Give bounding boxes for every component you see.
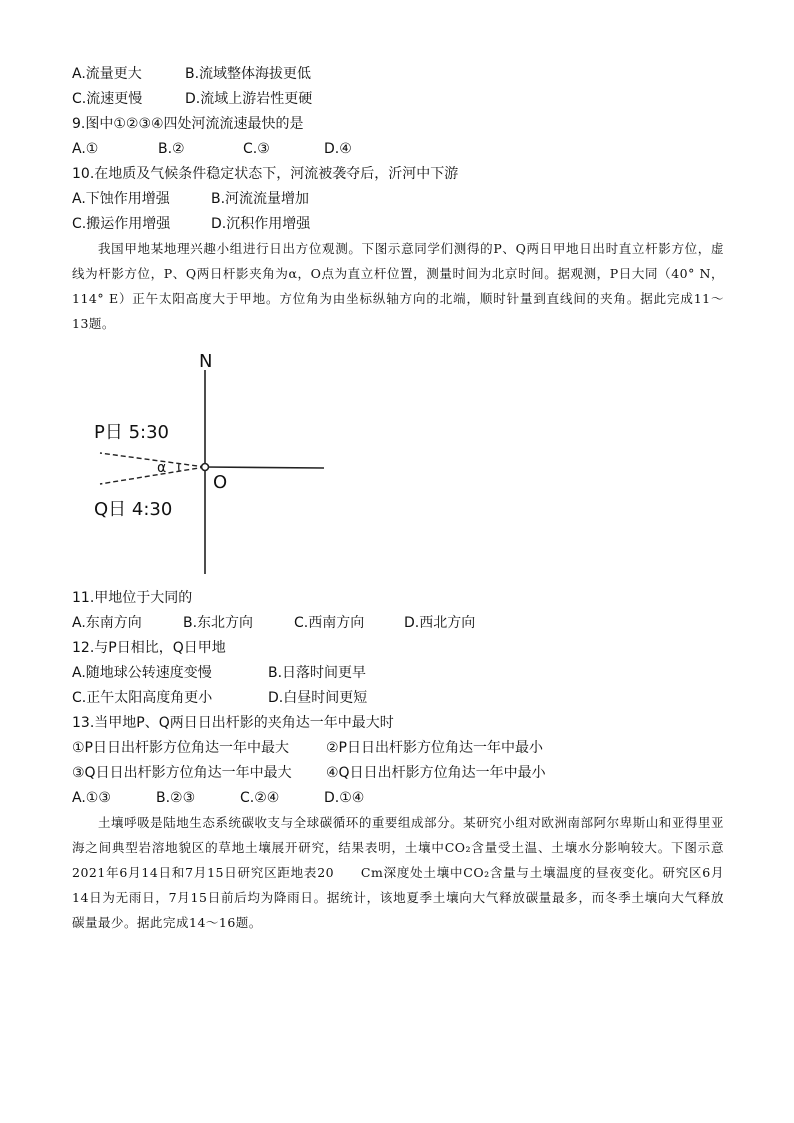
p-day-shadow-line <box>100 453 205 467</box>
q8-option-a[interactable]: A.流量更大 <box>72 66 142 82</box>
passage-2-text: 土壤呼吸是陆地生态系统碳收支与全球碳循环的重要组成部分。某研究小组对欧洲南部阿尔卑斯山和亚得里亚海之间典型岩溶地貌区的草地土壤展开研究，结果表明，土壤中CO₂含量受土温、土壤水分影响较大。下图示意2021年6月14日和7月15日研究区距地表20 Cm深度处土壤中CO₂含量与土壤温度的昼夜变化。研究区6月14日为无雨日，7月15日前后均为降雨日。据统计，该地夏季土壤向大气释放碳量最多，而冬季土壤向大气释放碳量最少。据此完成14～16题。 <box>72 815 724 930</box>
pole-point <box>202 464 209 471</box>
q11-option-c[interactable]: C.西南方向 <box>294 615 365 631</box>
q9-option-b[interactable]: B.② <box>158 141 185 157</box>
q10-stem: 10.在地质及气候条件稳定状态下，河流被袭夺后，沂河中下游 <box>72 166 459 182</box>
q8-option-c[interactable]: C.流速更慢 <box>72 91 143 107</box>
q12-option-c[interactable]: C.正午太阳高度角更小 <box>72 690 213 706</box>
passage-1-text: 我国甲地某地理兴趣小组进行日出方位观测。下图示意同学们测得的P、Q两日甲地日出时直立杆影方位，虚线为杆影方位，P、Q两日杆影夹角为α，O点为直立杆位置，测量时间为北京时间。据观测，P日大同（40° N，114° E）正午太阳高度大于甲地。方位角为由坐标纵轴方向的北端，顺时针量到直线间的夹角。据此完成11～13题。 <box>72 241 724 331</box>
passage-soil-respiration <box>72 810 724 935</box>
q8-option-d[interactable]: D.流域上游岩性更硬 <box>185 91 313 107</box>
q9-stem: 9.图中①②③④四处河流流速最快的是 <box>72 116 304 132</box>
q11-option-b[interactable]: B.东北方向 <box>183 615 254 631</box>
q13-stem: 13.当甲地P、Q两日日出杆影的夹角达一年中最大时 <box>72 715 394 731</box>
q13-option-c[interactable]: C.②④ <box>240 790 280 806</box>
q12-option-b[interactable]: B.日落时间更早 <box>268 665 367 681</box>
north-label: N <box>199 351 213 372</box>
east-axis-line <box>205 467 324 468</box>
q12-option-d[interactable]: D.白昼时间更短 <box>268 690 368 706</box>
q13-statement-1: ①P日日出杆影方位角达一年中最大 <box>72 740 289 756</box>
q13-option-d[interactable]: D.①④ <box>324 790 365 806</box>
q12-option-a[interactable]: A.随地球公转速度变慢 <box>72 665 212 681</box>
q13-statement-2: ②P日日出杆影方位角达一年中最小 <box>326 740 543 756</box>
q10-option-c[interactable]: C.搬运作用增强 <box>72 216 171 232</box>
alpha-label: α <box>157 460 167 476</box>
shadow-direction-figure <box>74 346 374 578</box>
q-day-shadow-line <box>100 467 205 484</box>
q13-option-a[interactable]: A.①③ <box>72 790 111 806</box>
q13-statement-4: ④Q日日出杆影方位角达一年中最小 <box>326 765 546 781</box>
q11-option-a[interactable]: A.东南方向 <box>72 615 142 631</box>
q10-option-a[interactable]: A.下蚀作用增强 <box>72 191 170 207</box>
q9-option-a[interactable]: A.① <box>72 141 99 157</box>
origin-label: O <box>213 472 228 493</box>
q10-option-b[interactable]: B.河流流量增加 <box>211 191 310 207</box>
q10-option-d[interactable]: D.沉积作用增强 <box>211 216 311 232</box>
q9-option-d[interactable]: D.④ <box>324 141 352 157</box>
q8-option-b[interactable]: B.流域整体海拔更低 <box>185 66 312 82</box>
q9-option-c[interactable]: C.③ <box>243 141 270 157</box>
q11-option-d[interactable]: D.西北方向 <box>404 615 476 631</box>
q-day-label: Q日 4:30 <box>94 499 173 520</box>
passage-sunrise-observation <box>72 236 724 336</box>
q11-stem: 11.甲地位于大同的 <box>72 590 193 606</box>
q13-option-b[interactable]: B.②③ <box>156 790 196 806</box>
p-day-label: P日 5:30 <box>94 422 169 443</box>
q12-stem: 12.与P日相比，Q日甲地 <box>72 640 226 656</box>
q13-statement-3: ③Q日日出杆影方位角达一年中最大 <box>72 765 292 781</box>
